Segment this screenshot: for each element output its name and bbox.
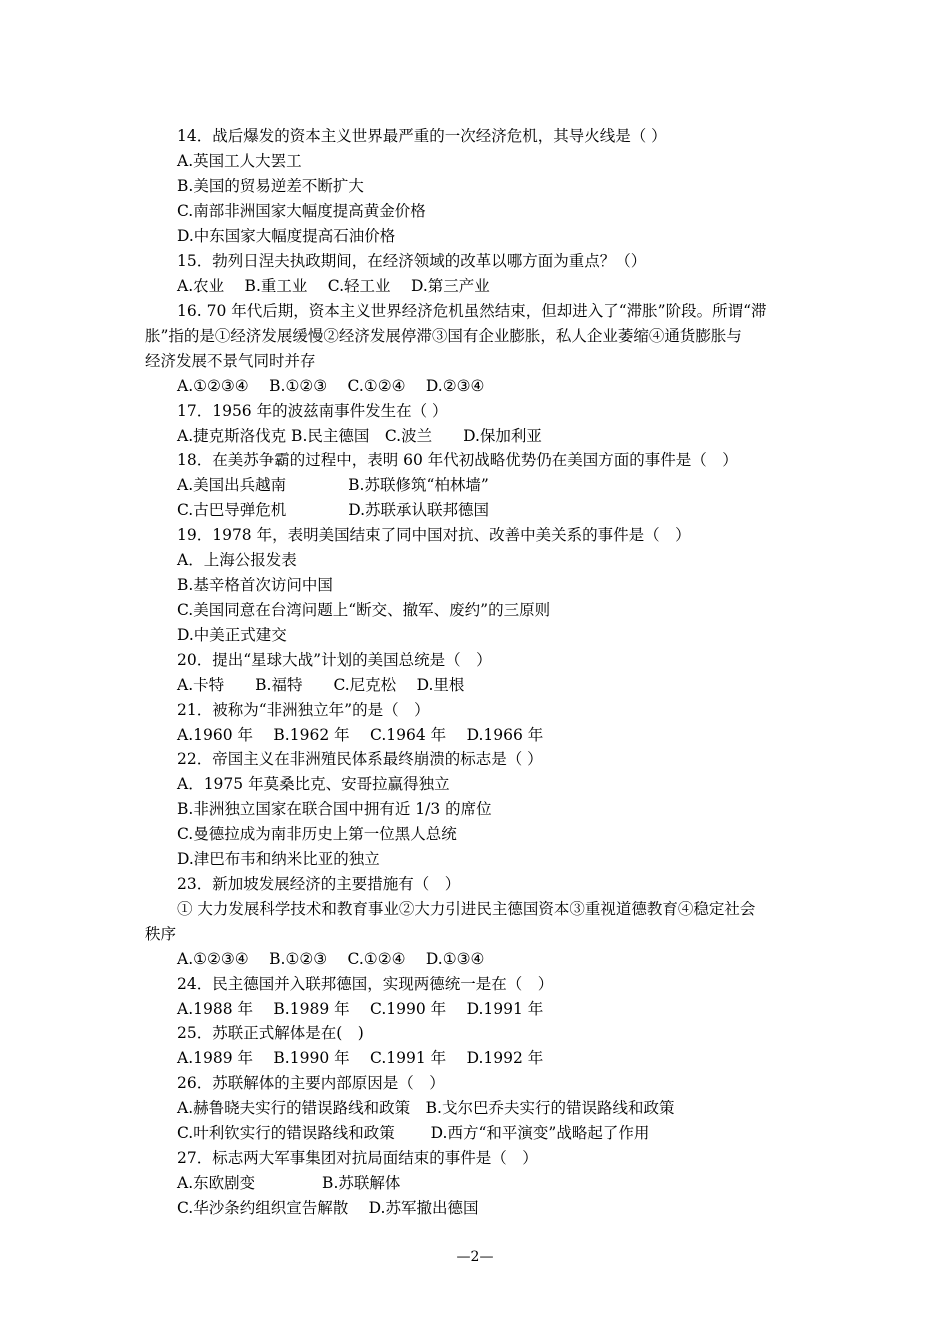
option-19-c: C.美国同意在台湾问题上“断交、撤军、废约”的三原则 bbox=[177, 601, 551, 619]
question-14: 14．战后爆发的资本主义世界最严重的一次经济危机，其导火线是（ ） bbox=[177, 127, 667, 145]
question-16-line-3: 经济发展不景气同时并存 bbox=[145, 352, 316, 370]
question-16-line-2: 胀”指的是①经济发展缓慢②经济发展停滞③国有企业膨胀，私人企业萎缩④通货膨胀与 bbox=[145, 327, 742, 345]
question-20: 20．提出“星球大战”计划的美国总统是（ ） bbox=[177, 651, 492, 669]
question-26: 26．苏联解体的主要内部原因是（ ） bbox=[177, 1074, 445, 1092]
options-15: A.农业 B.重工业 C.轻工业 D.第三产业 bbox=[177, 277, 490, 295]
question-25: 25．苏联正式解体是在( ) bbox=[177, 1024, 364, 1042]
option-14-c: C.南部非洲国家大幅度提高黄金价格 bbox=[177, 202, 426, 220]
option-22-b: B.非洲独立国家在联合国中拥有近 1/3 的席位 bbox=[177, 800, 492, 818]
option-14-b: B.美国的贸易逆差不断扩大 bbox=[177, 177, 364, 195]
options-26-cd: C.叶利钦实行的错误路线和政策 D.西方“和平演变”战略起了作用 bbox=[177, 1124, 650, 1142]
options-25: A.1989 年 B.1990 年 C.1991 年 D.1992 年 bbox=[177, 1049, 544, 1067]
question-27: 27．标志两大军事集团对抗局面结束的事件是（ ） bbox=[177, 1149, 538, 1167]
options-16: A.①②③④ B.①②③ C.①②④ D.②③④ bbox=[177, 377, 485, 395]
options-27-ab: A.东欧剧变 B.苏联解体 bbox=[177, 1174, 401, 1192]
question-17: 17．1956 年的波兹南事件发生在（ ） bbox=[177, 402, 448, 420]
option-22-d: D.津巴布韦和纳米比亚的独立 bbox=[177, 850, 380, 868]
option-19-a: A．上海公报发表 bbox=[177, 551, 297, 569]
question-16: 16. 70 年代后期，资本主义世界经济危机虽然结束，但却进入了“滞胀”阶段。所谓“滞 bbox=[177, 302, 767, 320]
option-14-d: D.中东国家大幅度提高石油价格 bbox=[177, 227, 396, 245]
option-19-b: B.基辛格首次访问中国 bbox=[177, 576, 333, 594]
question-24: 24．民主德国并入联邦德国，实现两德统一是在（ ） bbox=[177, 975, 554, 993]
options-20: A.卡特 B.福特 C.尼克松 D.里根 bbox=[177, 676, 465, 694]
options-18-ab: A.美国出兵越南 B.苏联修筑“柏林墙” bbox=[177, 476, 489, 494]
question-23-line-3: 秩序 bbox=[145, 925, 177, 943]
question-18: 18．在美苏争霸的过程中，表明 60 年代初战略优势仍在美国方面的事件是（ ） bbox=[177, 451, 738, 469]
options-18-cd: C.古巴导弹危机 D.苏联承认联邦德国 bbox=[177, 501, 490, 519]
option-14-a: A.英国工人大罢工 bbox=[177, 152, 302, 170]
option-22-a: A．1975 年莫桑比克、安哥拉赢得独立 bbox=[177, 775, 450, 793]
options-24: A.1988 年 B.1989 年 C.1990 年 D.1991 年 bbox=[177, 1000, 544, 1018]
question-22: 22．帝国主义在非洲殖民体系最终崩溃的标志是（ ） bbox=[177, 750, 543, 768]
question-15: 15．勃列日涅夫执政期间，在经济领域的改革以哪方面为重点？（） bbox=[177, 252, 647, 270]
options-21: A.1960 年 B.1962 年 C.1964 年 D.1966 年 bbox=[177, 726, 544, 744]
options-23: A.①②③④ B.①②③ C.①②④ D.①③④ bbox=[177, 950, 485, 968]
question-23: 23．新加坡发展经济的主要措施有（ ） bbox=[177, 875, 461, 893]
question-19: 19．1978 年，表明美国结束了同中国对抗、改善中美关系的事件是（ ） bbox=[177, 526, 691, 544]
option-22-c: C.曼德拉成为南非历史上第一位黑人总统 bbox=[177, 825, 457, 843]
question-21: 21．被称为“非洲独立年”的是（ ） bbox=[177, 701, 430, 719]
options-27-cd: C.华沙条约组织宣告解散 D.苏军撤出德国 bbox=[177, 1199, 479, 1217]
options-17: A.捷克斯洛伐克 B.民主德国 C.波兰 D.保加利亚 bbox=[177, 427, 542, 445]
question-23-items: ① 大力发展科学技术和教育事业②大力引进民主德国资本③重视道德教育④稳定社会 bbox=[177, 900, 756, 918]
option-19-d: D.中美正式建交 bbox=[177, 626, 287, 644]
options-26-ab: A.赫鲁晓夫实行的错误路线和政策 B.戈尔巴乔夫实行的错误路线和政策 bbox=[177, 1099, 675, 1117]
page-number: —2— bbox=[456, 1249, 494, 1265]
